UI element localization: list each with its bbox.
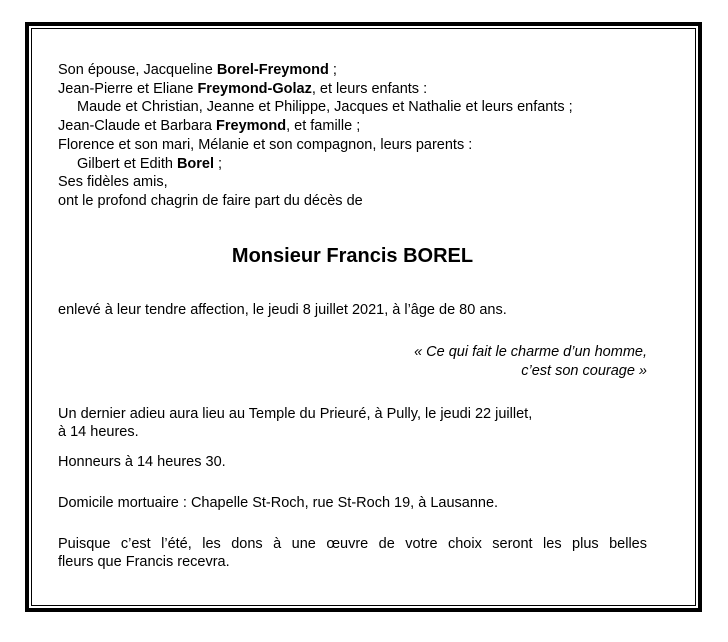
family-line xyxy=(58,98,647,117)
quote-line-2: c’est son courage » xyxy=(521,363,647,380)
quote-line-1: « Ce qui fait le charme d’un homme, xyxy=(414,344,647,361)
donation-line-1: Puisque c’est l’été, les dons à une œuvre de votre choix seront les plus belles xyxy=(58,535,647,552)
mortuary-address-line: Domicile mortuaire : Chapelle St-Roch, rue St-Roch 19, à Lausanne. xyxy=(58,494,499,511)
family-line-text: Jean-Claude et Barbara xyxy=(58,118,216,135)
ceremony-line-1: Un dernier adieu aura lieu au Temple du Prieuré, à Pully, le jeudi 22 juillet, xyxy=(58,405,533,422)
ceremony-line-2: à 14 heures. xyxy=(58,424,139,441)
family-line-text: Maude et Christian, Jeanne et Philippe, Jacques et Nathalie et leurs enfants ; xyxy=(77,99,573,116)
family-line-text: ; xyxy=(214,155,223,172)
obituary-content xyxy=(32,29,695,572)
donation-line-2: fleurs que Francis recevra. xyxy=(58,554,230,571)
family-line xyxy=(58,136,647,155)
notice-frame-outer xyxy=(25,22,702,612)
family-surname-bold: Freymond-Golaz xyxy=(197,80,312,97)
family-line xyxy=(58,117,647,136)
family-line-text: Florence et son mari, Mélanie et son compagnon, leurs parents : xyxy=(58,136,473,153)
donation-paragraph xyxy=(58,535,647,572)
family-line-text: , et leurs enfants : xyxy=(311,80,428,97)
family-surname-bold: Borel-Freymond xyxy=(216,62,329,78)
death-announcement-line: enlevé à leur tendre affection, le jeudi 8 juillet 2021, à l’âge de 80 ans. xyxy=(58,301,507,318)
family-line xyxy=(58,173,647,192)
family-paragraph xyxy=(58,61,647,211)
ceremony-paragraph xyxy=(58,405,647,442)
family-line-text: Son épouse, Jacqueline xyxy=(58,62,217,78)
family-line-text: ont le profond chagrin de faire part du décès de xyxy=(58,192,363,209)
memorial-quote xyxy=(58,343,647,380)
notice-frame-inner xyxy=(31,28,696,606)
family-line xyxy=(58,192,647,211)
family-line-text: Gilbert et Edith xyxy=(77,155,177,172)
family-line xyxy=(58,80,647,99)
family-surname-bold: Borel xyxy=(176,155,215,172)
family-line xyxy=(58,155,647,174)
honors-line: Honneurs à 14 heures 30. xyxy=(58,454,226,471)
family-line xyxy=(58,61,647,80)
family-line-text: Ses fidèles amis, xyxy=(58,174,168,191)
family-line-text: ; xyxy=(328,62,337,78)
family-surname-bold: Freymond xyxy=(216,118,287,135)
family-line-text: , et famille ; xyxy=(286,118,361,135)
deceased-name: Monsieur Francis BOREL xyxy=(231,244,474,267)
family-line-text: Jean-Pierre et Eliane xyxy=(58,80,198,97)
